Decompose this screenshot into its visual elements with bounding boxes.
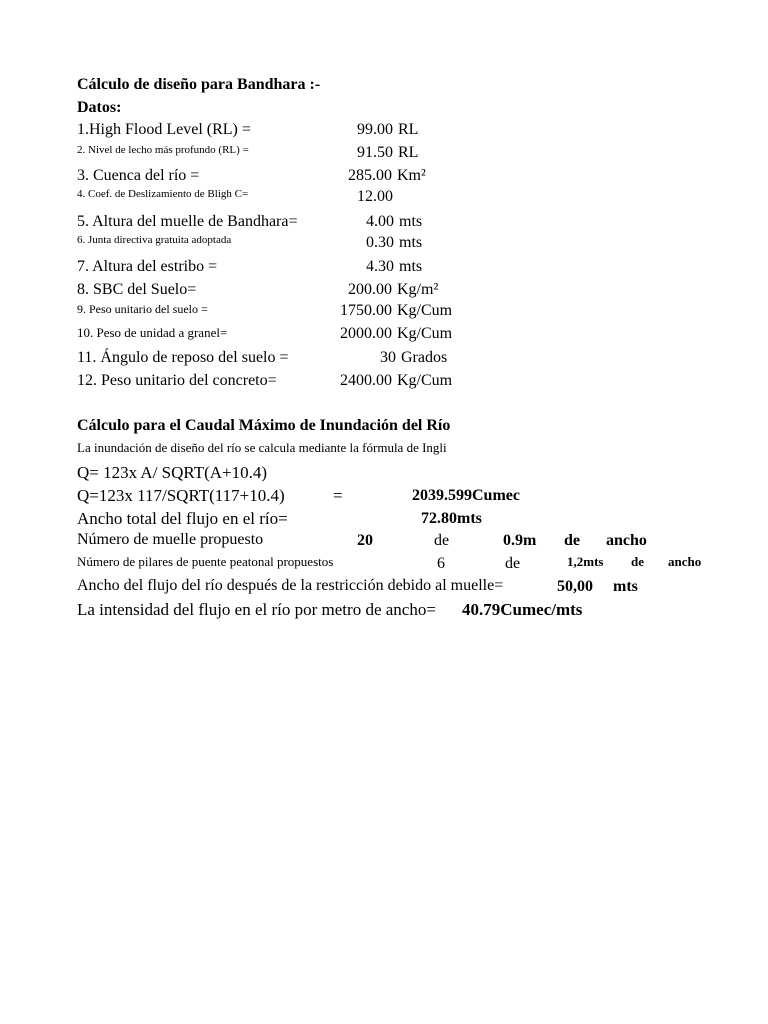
data-row-number: 4.00	[366, 213, 394, 230]
data-row-unit: mts	[399, 234, 423, 251]
data-row-label: 8. SBC del Suelo=	[77, 281, 197, 298]
data-row-label: 4. Coef. de Deslizamiento de Bligh C=	[77, 188, 249, 200]
piers-label: Número de muelle propuesto	[77, 531, 264, 548]
piers-ancho: ancho	[606, 532, 647, 549]
data-row-label: 12. Peso unitario del concreto=	[77, 372, 277, 389]
data-row-number: 2400.00	[340, 372, 392, 389]
data-row-value	[357, 145, 418, 161]
data-row-label: 10. Peso de unidad a granel=	[77, 325, 228, 340]
data-row-unit: Grados	[401, 349, 448, 366]
data-row-value	[366, 214, 422, 230]
data-row-value	[357, 122, 418, 138]
data-row-value	[348, 168, 426, 184]
data-row-label: 2. Nivel de lecho más profundo (RL) =	[77, 144, 249, 156]
flood-title: Cálculo para el Caudal Máximo de Inundación del Río	[77, 417, 451, 434]
data-row-unit: Kg/m²	[397, 281, 439, 298]
data-row-unit: Kg/Cum	[397, 325, 453, 342]
data-row-label: 6. Junta directiva gratuita adoptada	[77, 234, 232, 246]
total-width-label: Ancho total del flujo en el río=	[77, 509, 288, 528]
data-row-unit: Km²	[397, 167, 426, 184]
data-row-value	[366, 235, 422, 251]
footbridge-de: de	[505, 555, 521, 572]
data-row-number: 285.00	[348, 167, 392, 184]
data-row-unit: Kg/Cum	[397, 302, 453, 319]
piers-de: de	[434, 532, 450, 549]
data-row-number: 12.00	[357, 188, 393, 205]
restricted-width-unit: mts	[613, 578, 638, 595]
data-row-value	[348, 282, 438, 298]
data-row-number: 4.30	[366, 258, 394, 275]
footbridge-de-2: de	[631, 554, 644, 569]
data-row-number: 99.00	[357, 121, 393, 138]
data-row-value	[357, 189, 398, 205]
equals-sign: =	[333, 486, 343, 505]
data-heading: Datos:	[77, 99, 122, 116]
total-width-value: 72.80mts	[421, 510, 482, 527]
data-row-value	[340, 303, 452, 319]
piers-de-2: de	[564, 532, 580, 549]
design-title: Cálculo de diseño para Bandhara :-	[77, 76, 321, 93]
flow-intensity-value: 40.79Cumec/mts	[462, 600, 583, 619]
data-row-unit: Kg/Cum	[397, 372, 453, 389]
data-row-number: 1750.00	[340, 302, 392, 319]
data-row-label: 9. Peso unitario del suelo =	[77, 302, 208, 316]
data-row-number: 30	[380, 349, 396, 366]
restricted-width-value: 50,00	[557, 578, 593, 595]
data-row-label: 3. Cuenca del río =	[77, 167, 200, 184]
data-row-unit: RL	[398, 144, 419, 161]
data-row-value	[340, 326, 452, 342]
data-row-label: 1.High Flood Level (RL) =	[77, 121, 251, 138]
footbridge-width: 1,2mts	[567, 554, 604, 569]
q-result: 2039.599Cumec	[412, 487, 520, 504]
data-row-value	[366, 259, 422, 275]
data-row-value	[340, 373, 452, 389]
data-row-number: 2000.00	[340, 325, 392, 342]
data-row-unit: RL	[398, 121, 419, 138]
data-row-unit: mts	[399, 213, 423, 230]
formula: Q= 123x A/ SQRT(A+10.4)	[77, 463, 268, 482]
data-row-number: 91.50	[357, 144, 393, 161]
piers-count: 20	[357, 532, 373, 549]
piers-width: 0.9m	[503, 532, 537, 549]
data-row-label: 7. Altura del estribo =	[77, 258, 218, 275]
data-row-unit: mts	[399, 258, 423, 275]
footbridge-count: 6	[437, 555, 445, 572]
data-row-value	[380, 350, 447, 366]
data-row-label: 11. Ángulo de reposo del suelo =	[77, 349, 289, 366]
footbridge-label: Número de pilares de puente peatonal propuestos	[77, 554, 334, 569]
flow-intensity-label: La intensidad del flujo en el río por metro de ancho=	[77, 600, 436, 619]
data-row-number: 0.30	[366, 234, 394, 251]
data-row-number: 200.00	[348, 281, 392, 298]
restricted-width-label: Ancho del flujo del río después de la restricción debido al muelle=	[77, 577, 504, 594]
formula-substitution: Q=123x 117/SQRT(117+10.4)	[77, 486, 285, 505]
flood-intro: La inundación de diseño del río se calcula mediante la fórmula de Ingli	[77, 440, 447, 455]
data-row-label: 5. Altura del muelle de Bandhara=	[77, 213, 298, 230]
footbridge-ancho: ancho	[668, 554, 702, 569]
